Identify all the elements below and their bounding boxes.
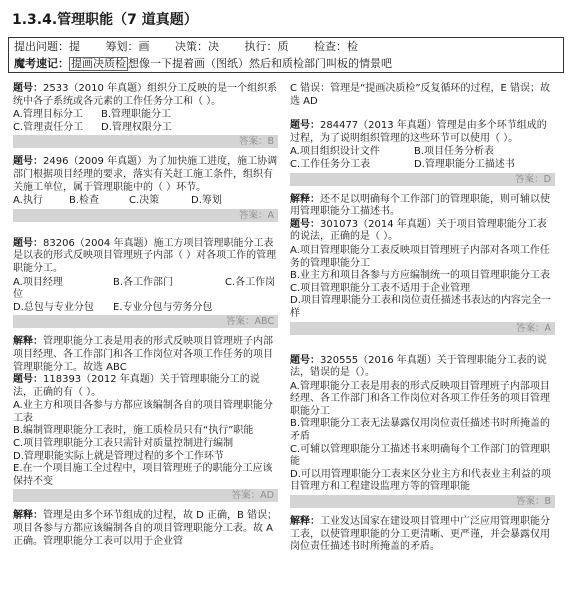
mnemonic-memory-row bbox=[14, 56, 392, 72]
question-block bbox=[13, 374, 278, 548]
mnemonic-item: 提出问题：提 bbox=[14, 40, 80, 53]
option: D.总包与专业分包 bbox=[13, 301, 94, 313]
question-number-label: 题号： bbox=[290, 120, 320, 132]
mnemonic-item: 决策：决 bbox=[175, 40, 219, 53]
option: C.可辅以管理职能分工描述书来明确每个工作部门的管理职能 bbox=[290, 443, 551, 468]
question-number-label: 题号： bbox=[290, 354, 320, 366]
question-stem: 题号：301073（2014 年真题）关于项目管理职能分工表的说法，正确的是（ ）。 bbox=[290, 218, 547, 243]
option: A.项目经理 bbox=[13, 276, 63, 288]
explanation: 解释：管理是由多个环节组成的过程，故 D 正确，B 错误；项目各参与方都应该编制各自的项目管理职能分工表。故 A 正确。管理职能分工表可以用于企业管 bbox=[13, 510, 278, 547]
question-block bbox=[13, 83, 278, 148]
option: A.业主方和项目各参与方都应该编制各自的项目管理职能分工表 bbox=[13, 400, 273, 424]
answer-bar: 答案：AD bbox=[13, 489, 278, 502]
mnemonic-text: 想像一下提着画（图纸）然后和质检部门叫板的情景吧 bbox=[128, 57, 392, 70]
option: D.筹划 bbox=[191, 195, 222, 207]
options-list bbox=[13, 277, 278, 315]
option: C.工作任务分工表 bbox=[290, 158, 371, 170]
options-list bbox=[290, 381, 555, 494]
right-column bbox=[290, 83, 555, 554]
explanation-label: 解释： bbox=[13, 336, 43, 348]
section-title: 1.3.4.管理职能（7 道真题） bbox=[12, 12, 198, 28]
question-block bbox=[290, 355, 555, 554]
option: A.管理目标分工 bbox=[13, 109, 83, 121]
explanation-label: 解释： bbox=[290, 516, 320, 528]
answer-bar: 答案：A bbox=[290, 322, 555, 335]
question-stem: 题号：320555（2016 年真题）关于管理职能分工表的说法，错误的是（）。 bbox=[290, 354, 547, 379]
mnemonic-label: 魔考速记： bbox=[14, 57, 69, 70]
options-list bbox=[290, 245, 555, 321]
answer-bar: 答案：B bbox=[290, 495, 555, 508]
option: B.项目任务分析表 bbox=[414, 146, 495, 158]
question-number-label: 题号： bbox=[13, 237, 43, 249]
question-block bbox=[290, 219, 555, 335]
option: A.管理职能分工表是用表的形式反映项目管理班子内部项目经理、各工作部门和各工作岗位对各项工作任务的项目管理职能分工 bbox=[290, 380, 550, 417]
mnemonic-box bbox=[8, 37, 564, 73]
option: B.业主方和项目各参与方应编制统一的项目管理职能分工表 bbox=[290, 270, 551, 282]
mnemonic-items-row bbox=[14, 39, 380, 55]
option: D.管理权限分工 bbox=[101, 121, 172, 133]
question-block bbox=[13, 156, 278, 221]
answer-bar: 答案：A bbox=[13, 209, 278, 222]
options-list bbox=[13, 109, 278, 134]
option: A.项目管理职能分工表反映项目管理班子内部对各项工作任务的管理职能分工 bbox=[290, 244, 550, 269]
question-stem: 题号：284477（2013 年真题）管理是由多个环节组成的过程，为了说明组织管理的这些环节可以使用（ ）。 bbox=[290, 120, 547, 144]
explanation-label: 解释： bbox=[290, 193, 320, 205]
options-list bbox=[290, 146, 555, 171]
option: E.在一个项目施工全过程中，项目管理班子的职能分工应该保持不变 bbox=[13, 463, 273, 487]
options-list bbox=[13, 195, 278, 208]
option: D.管理职能实际上就是管理过程的多个工作环节 bbox=[13, 450, 224, 462]
question-number-label: 题号： bbox=[13, 83, 43, 94]
option: B.管理职能分工表无法暴露仅用岗位责任描述书时所掩盖的矛盾 bbox=[290, 418, 551, 443]
answer-bar: 答案：B bbox=[13, 135, 278, 148]
answer-bar: 答案：ABC bbox=[13, 315, 278, 328]
mnemonic-item: 筹划：画 bbox=[105, 40, 150, 53]
option: A.执行 bbox=[13, 195, 43, 207]
option: E.专业分包与劳务分包 bbox=[113, 301, 213, 313]
option: C.各工作岗位 bbox=[13, 276, 276, 301]
option: A.项目组织设计文件 bbox=[290, 146, 380, 158]
option: D.管理职能分工描述书 bbox=[414, 158, 515, 170]
option: C.项目管理职能分工表只需针对质量控制进行编制 bbox=[13, 438, 234, 450]
option: B.检查 bbox=[69, 195, 100, 207]
explanation-continued: C 错误：管理是“提画决质检”反复循环的过程，E 错误；故选 AD bbox=[290, 83, 551, 107]
question-number-label: 题号： bbox=[290, 218, 320, 230]
option: B.编制管理职能分工表时，施工质检员只有“执行”职能 bbox=[13, 425, 254, 437]
answer-bar: 答案：D bbox=[290, 173, 555, 186]
question-block bbox=[290, 120, 555, 219]
mnemonic-tag: 提画决质检 bbox=[71, 57, 126, 70]
mnemonic-item: 执行：质 bbox=[244, 40, 289, 53]
option: C.管理责任分工 bbox=[13, 121, 84, 133]
option: D.项目管理职能分工表和岗位责任描述书表达的内容完全一样 bbox=[290, 295, 551, 319]
left-column bbox=[13, 83, 278, 548]
question-stem: 题号：83206（2004 年真题）施工方项目管理职能分工表是以表的形式反映项目管理班子内部（ ）对各项工作的管理职能分工。 bbox=[13, 237, 277, 274]
explanation: 解释：还不足以明确每个工作部门的管理职能，则可辅以使用管理职能分工描述书。 bbox=[290, 193, 550, 218]
question-number-label: 题号： bbox=[13, 374, 43, 386]
explanation: 解释：工业发达国家在建设项目管理中广泛应用管理职能分工表，以使管理职能的分工更清晰、更严谨，并会暴露仅用岗位责任描述书时所掩盖的矛盾。 bbox=[290, 516, 550, 553]
question-stem: 题号：2533（2010 年真题）组织分工反映的是一个组织系统中各子系统或各元素的工作任务分工和（ ）。 bbox=[13, 83, 278, 107]
explanation: 解释：管理职能分工表是用表的形式反映项目管理班子内部项目经理、各工作部门和各工作岗位对各项工作任务的项目管理职能分工。故选 ABC bbox=[13, 336, 273, 373]
question-block bbox=[13, 238, 278, 374]
option: C.项目管理职能分工表不适用于企业管理 bbox=[290, 282, 471, 294]
question-stem: 题号：118393（2012 年真题）关于管理职能分工的说法，正确的有（ ）。 bbox=[13, 374, 260, 398]
question-stem: 题号：2496（2009 年真题）为了加快施工进度，施工协调部门根据项目经理的要求，落实有关赶工施工条件，组织有关施工单位，属于管理职能中的（ ）环节。 bbox=[13, 156, 278, 193]
option: C.决策 bbox=[129, 195, 160, 207]
options-list bbox=[13, 400, 278, 488]
option: B.各工作部门 bbox=[113, 276, 174, 288]
option: D.可以用管理职能分工表来区分业主方和代表业主利益的项目管理方和工程建设监理方等的管理职能 bbox=[290, 468, 551, 493]
mnemonic-item: 检查：检 bbox=[314, 40, 358, 53]
option: B.管理职能分工 bbox=[101, 109, 172, 121]
question-number-label: 题号： bbox=[13, 156, 43, 168]
explanation-label: 解释： bbox=[13, 510, 43, 522]
